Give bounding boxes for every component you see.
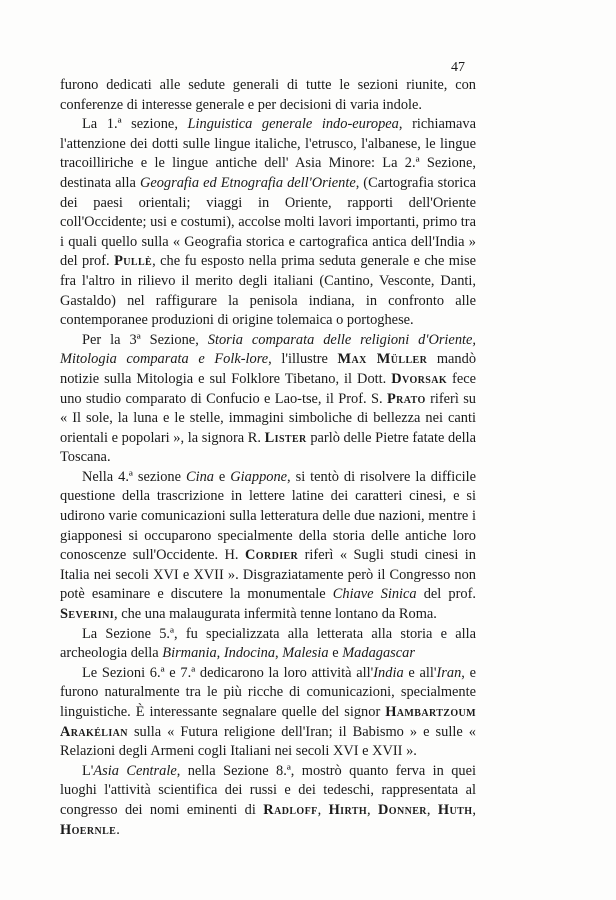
text-run: e (213, 468, 231, 485)
paragraph (60, 625, 476, 664)
paragraph (60, 762, 476, 840)
text-run: riferì « Sugli studi cinesi in Italia nei secoli XVI e XVII ». Disgraziatamente però il Congresso non potè esaminare e discutere la monumentale (60, 547, 476, 603)
italic-title: Geografia ed Etnografia dell'Oriente (139, 174, 356, 191)
italic-title: Indocina (223, 645, 276, 662)
person-name: Donner (378, 801, 427, 818)
person-name: Pullè (114, 253, 153, 270)
italic-title: Cina (185, 468, 214, 485)
italic-title: India (373, 664, 404, 681)
text-run: , si tentò di risolvere la difficile questione della trascrizione in lettere latine dei caratteri cinesi, e si udirono varie comunicazioni sulla letteratura delle due nazioni, mentre i giapponesi si occuparono specialmente della storia delle antiche loro conoscenze sull'Occidente. H. (60, 468, 476, 564)
person-name: Hoernle (60, 821, 117, 838)
person-name: Lister (264, 429, 307, 446)
text-run: mandò notizie sulla Mitologia e sul Folklore Tibetano, il Dott. (60, 351, 477, 387)
paragraph (60, 331, 476, 468)
text-run: , (216, 645, 224, 662)
text-run: , (472, 801, 476, 818)
paragraph (60, 115, 476, 331)
italic-title: Madagascar (342, 645, 415, 662)
person-name: Severini (60, 606, 114, 623)
person-name: Dvorsak (391, 370, 448, 387)
text-run: e (328, 645, 343, 662)
text-run: , e furono naturalmente tra le più ricche di comunicazioni, specialmente linguistiche. È interessante segnalare quelle del signor (60, 664, 476, 720)
paragraph (60, 76, 476, 115)
person-name: Cordier (244, 547, 299, 564)
person-name: Huth (437, 801, 473, 818)
text-run: furono dedicati alle sedute generali di tutte le sezioni riunite, con conferenze di interesse generale e per decisioni di varia indole. (60, 77, 476, 113)
person-name: Hirth (328, 801, 367, 818)
text-run: L' (82, 762, 94, 779)
text-run: Le Sezioni 6.ª e 7.ª dedicarono la loro attività all' (82, 664, 374, 681)
person-name: Radloff (263, 801, 318, 818)
text-run: parlò delle Pietre fatate della Toscana. (60, 429, 476, 466)
text-run: sulla « Futura religione dell'Iran; il Babismo » e sulle « Relazioni degli Armeni cogli Italiani nei secoli XVI e XVII ». (60, 723, 476, 760)
person-name: Max Müller (337, 351, 428, 368)
italic-title: Malesia (282, 645, 329, 662)
page-number: 47 (451, 60, 465, 75)
text-run: riferì su « Il sole, la luna e le stelle, immagini simboliche di bellezza nei canti orientali e popolari », la signora R. (60, 390, 476, 446)
text-run: , che una malaugurata infermità tenne lontano da Roma. (114, 606, 437, 623)
text-run: , (317, 801, 329, 818)
text-run: , richiamava l'attenzione dei dotti sulle lingue italiche, l'etrusco, l'albanese, le lingue tracoilliriche e le lingue antiche dell' Asia Minore: La 2.ª Sezione, destinata alla (60, 116, 477, 191)
person-name: Hambartzoum Arakélian (60, 704, 476, 740)
italic-title: Birmania (162, 645, 217, 662)
text-run: fece uno studio comparato di Confucio e Lao-tse, il Prof. S. (60, 370, 476, 407)
body-text (60, 76, 476, 840)
person-name: Prato (386, 390, 426, 407)
text-run: , (367, 801, 378, 818)
text-run: del prof. (416, 586, 476, 603)
text-run: , l'illustre (268, 351, 338, 368)
italic-title: Linguistica generale indo-europea (187, 116, 399, 133)
text-run: . (116, 821, 120, 838)
text-run: , (Cartografia storica dei paesi orientali; viaggi in Oriente, rapporti dell'Oriente coll'Occidente; usi e costumi), accolse molti lavori importanti, primo tra i quali quello sulla « Geografia storica e cartografica antica dell'India » del prof. (60, 174, 476, 270)
text-run: , (275, 645, 283, 662)
italic-title: Chiave Sinica (332, 586, 417, 603)
text-run: , nella Sezione 8.ª, mostrò quanto ferva in quei luoghi l'attività scientifica dei russi e dei tedeschi, rappresentata al congresso dei nomi eminenti di (60, 762, 476, 818)
italic-title: Iran (436, 664, 462, 681)
text-run: La 1.ª sezione, (82, 116, 188, 133)
text-run: La Sezione 5.ª, fu specializzata alla letterata alla storia e alla archeologia della (60, 625, 476, 662)
text-run: , (426, 801, 438, 818)
italic-title: Giappone (230, 468, 288, 485)
text-run: , che fu esposto nella prima seduta generale e che mise fra l'altro in rilievo il merito degli italiani (Cantino, Vesconte, Danti, Gastaldo) nel raffigurare la penisola indiana, in confronto alle contemporanee produzioni di origine tolemaica o portoghese. (60, 253, 476, 329)
text-run: Nella 4.ª sezione (82, 468, 186, 485)
text-run: e all' (403, 664, 437, 681)
paragraph (60, 468, 476, 625)
paragraph (60, 664, 476, 762)
text-run: Per la 3ª Sezione, (82, 331, 208, 348)
italic-title: Storia comparata delle religioni d'Oriente, Mitologia comparata e Folk-lore (60, 331, 476, 368)
italic-title: Asia Centrale (93, 762, 177, 779)
